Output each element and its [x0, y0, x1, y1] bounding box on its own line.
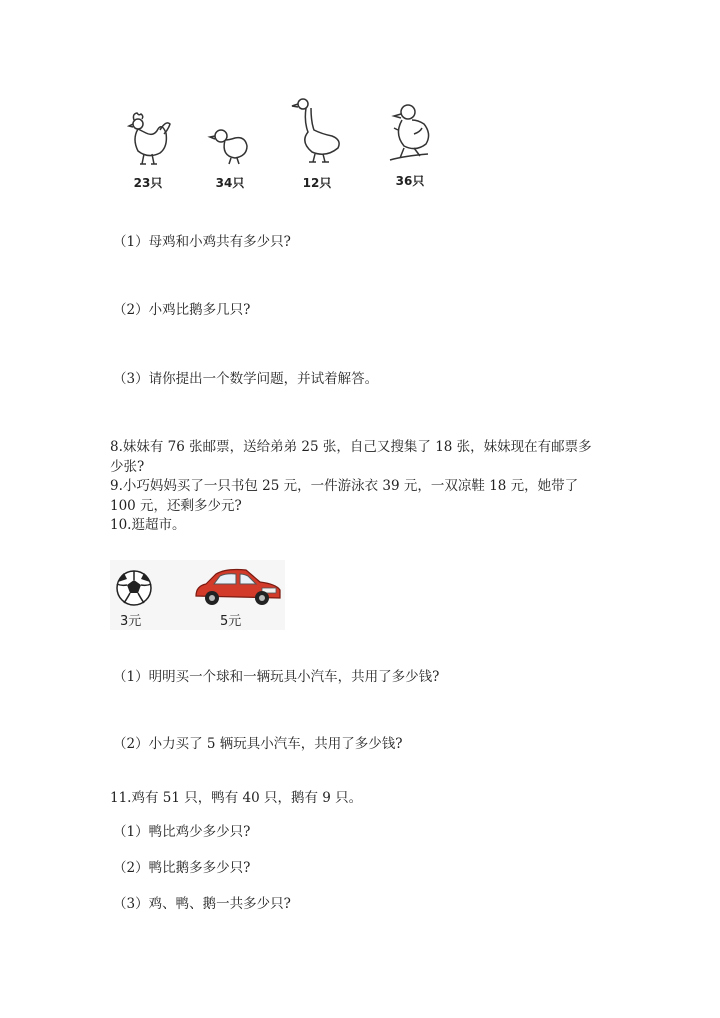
q9-line1: 9.小巧妈妈买了一只书包 25 元，一件游泳衣 39 元，一双凉鞋 18 元，她带了 — [110, 478, 579, 494]
ball-price-label: 3元 — [120, 614, 142, 629]
toy-car-icon — [192, 566, 284, 608]
car-price-label: 5元 — [220, 614, 242, 629]
q11-title: 11.鸡有 51 只，鸭有 40 只，鹅有 9 只。 — [110, 790, 363, 806]
chick-icon — [207, 120, 253, 168]
goose-icon — [289, 96, 345, 168]
hen-figure — [118, 110, 178, 191]
duck-figure — [382, 100, 438, 189]
q10-sub2: （2）小力买了 5 辆玩具小汽车，共用了多少钱? — [113, 736, 403, 752]
q10-sub1: （1）明明买一个球和一辆玩具小汽车，共用了多少钱? — [113, 669, 440, 685]
chick-figure — [205, 120, 255, 191]
q7-sub1: （1）母鸡和小鸡共有多少只? — [113, 234, 291, 250]
q8-line1: 8.妹妹有 76 张邮票，送给弟弟 25 张，自己又搜集了 18 张，妹妹现在有邮票多 — [110, 439, 592, 455]
q8-line2: 少张? — [110, 459, 145, 475]
q9-line2: 100 元，还剩多少元? — [110, 498, 242, 514]
toy-picture — [110, 560, 285, 630]
q10-title: 10.逛超市。 — [110, 517, 186, 533]
goose-count-label: 12只 — [302, 176, 332, 190]
hen-icon — [120, 110, 176, 168]
goose-figure — [287, 96, 347, 191]
duck-icon — [384, 100, 436, 166]
q11-sub1: （1）鸭比鸡少多少只? — [113, 824, 251, 840]
q11-sub2: （2）鸭比鹅多多少只? — [113, 860, 251, 876]
chick-count-label: 34只 — [215, 176, 245, 190]
q7-sub2: （2）小鸡比鹅多几只? — [113, 302, 251, 318]
q7-sub3: （3）请你提出一个数学问题，并试着解答。 — [113, 371, 379, 387]
duck-count-label: 36只 — [395, 174, 425, 188]
hen-count-label: 23只 — [133, 176, 163, 190]
q11-sub3: （3）鸡、鸭、鹅一共多少只? — [113, 896, 291, 912]
soccer-ball-icon — [114, 568, 154, 608]
